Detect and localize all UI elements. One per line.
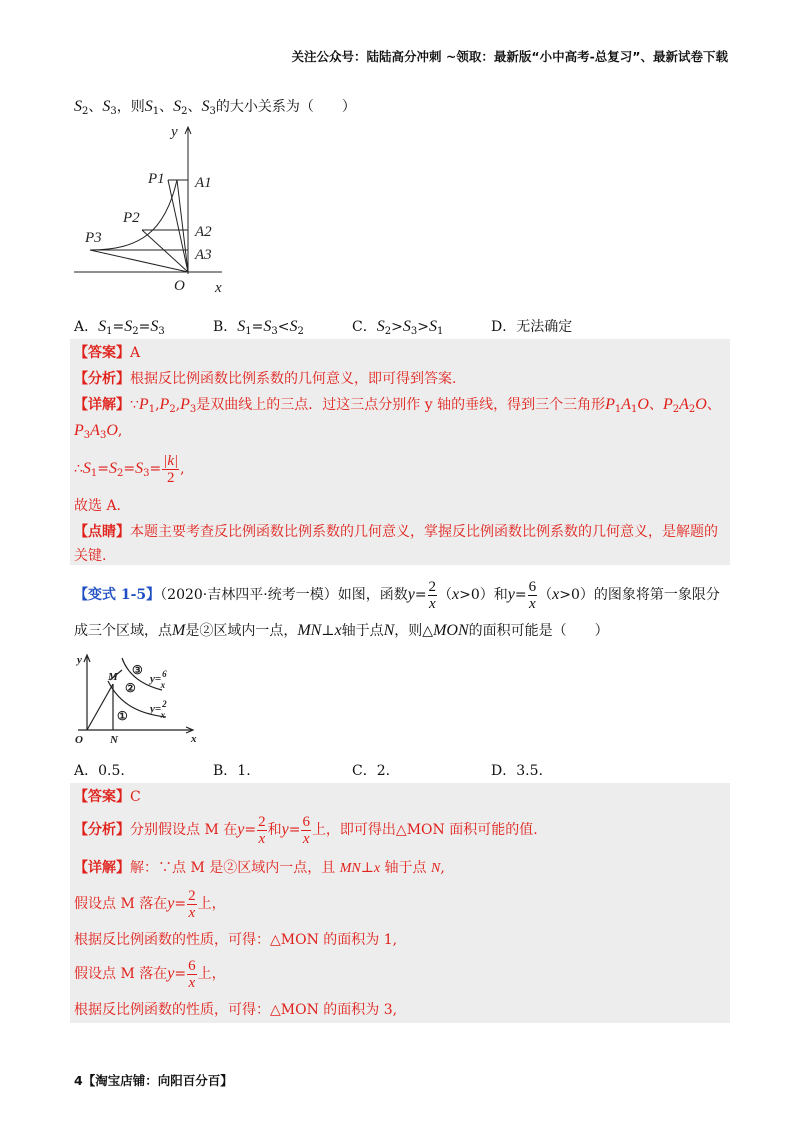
q2-option-a: A．0.5.	[74, 763, 125, 779]
q1-stem: $S_2$、$S_3$，则$S_1$、$S_2$、$S_3$的大小关系为（ ）	[74, 98, 356, 117]
fig1-label-p3: P3	[85, 230, 102, 246]
q1-detail-line3: $\therefore S_1=S_2=S_3=$ $\frac{|k|}{2}$ ,	[74, 452, 185, 486]
fig1-label-a3: A3	[195, 247, 212, 263]
q2-option-d: D．3.5.	[491, 763, 543, 779]
fig1-label-a2: A2	[195, 224, 212, 240]
fig1-label-x: x	[215, 280, 222, 296]
q2-stem-line1: 【变式 1-5】（2020·吉林四平·统考一模）如图，函数y= $\frac{2}{x}$ （x>0）和y= $\frac{6}{x}$ （x>0）的图象将第一象限分	[74, 578, 720, 612]
q1-option-b: B．$S_1=S_3<S_2$	[213, 318, 304, 337]
q2-option-b: B．1.	[213, 763, 251, 779]
q1-option-c: C．$S_2>S_3>S_1$	[352, 318, 444, 337]
fig2-region-2: ②	[125, 681, 136, 695]
q1-detail-line2: $P_3A_3O$,	[74, 422, 123, 441]
fig1-label-y: y	[171, 124, 178, 140]
q1-answer: 【答案】A	[74, 345, 141, 361]
fig2-label-o: O	[75, 734, 83, 746]
q2-detail-line1: 【详解】解：∵点 M 是②区域内一点，且 MN⊥x 轴于点 N,	[74, 860, 445, 876]
fig1-label-p1: P1	[148, 171, 165, 187]
q2-figure	[70, 650, 210, 746]
fig2-label-y: y	[77, 654, 82, 666]
page-footer: 4【淘宝店铺：向阳百分百】	[74, 1073, 233, 1088]
fig2-label-x: x	[191, 733, 197, 745]
q1-option-d: D．无法确定	[491, 319, 573, 335]
q1-detail-line4: 故选 A.	[74, 498, 122, 514]
q2-answer: 【答案】C	[74, 789, 141, 805]
q2-detail-line5: 根据反比例函数的性质，可得：△MON 的面积为 3,	[74, 1002, 398, 1018]
q2-detail-line4: 假设点 M 落在y= $\frac{6}{x}$ 上，	[74, 957, 226, 991]
fig2-region-3: ③	[132, 663, 143, 677]
fig2-region-1: ①	[117, 709, 128, 723]
q2-stem-line2: 成三个区域，点M是②区域内一点，MN⊥x轴于点N，则△MON的面积可能是（ ）	[74, 622, 609, 639]
q1-detail-line1: 【详解】$\because P_1,P_2,P_3$是双曲线上的三点．过这三点分别作 y 轴的垂线，得到三个三角形$P_1A_1O$、$P_2A_2O$、	[74, 396, 721, 415]
fig1-label-o: O	[174, 278, 185, 294]
q1-analysis: 【分析】根据反比例函数比例系数的几何意义，即可得到答案.	[74, 371, 457, 387]
page-header: 关注公众号：陆陆高分冲刺 ~领取：最新版“小中高考-总复习”、最新试卷下载	[291, 49, 728, 64]
fig2-label-m: M	[108, 671, 118, 683]
fig1-label-a1: A1	[195, 175, 212, 191]
fig2-label-n: N	[110, 734, 118, 746]
q2-detail-line2: 假设点 M 落在y= $\frac{2}{x}$ 上，	[74, 887, 226, 921]
q1-comment-line2: 关键.	[74, 548, 107, 564]
fig2-curve-label-2x: y=$^2$ x	[150, 699, 167, 720]
fig1-label-p2: P2	[123, 210, 140, 226]
q2-detail-line3: 根据反比例函数的性质，可得：△MON 的面积为 1,	[74, 932, 398, 948]
q2-option-c: C．2.	[352, 763, 391, 779]
q1-figure	[70, 122, 240, 300]
q1-comment-line1: 【点睛】本题主要考查反比例函数比例系数的几何意义，掌握反比例函数比例系数的几何意义，是解题的	[74, 524, 718, 540]
q2-analysis: 【分析】分别假设点 M 在y= $\frac{2}{x}$ 和y= $\frac{6}{x}$ 上，即可得出△MON 面积可能的值.	[74, 813, 538, 847]
fig2-curve-label-6x: y=$^6$ x	[150, 669, 167, 690]
q1-option-a: A．$S_1=S_2=S_3$	[74, 318, 165, 337]
